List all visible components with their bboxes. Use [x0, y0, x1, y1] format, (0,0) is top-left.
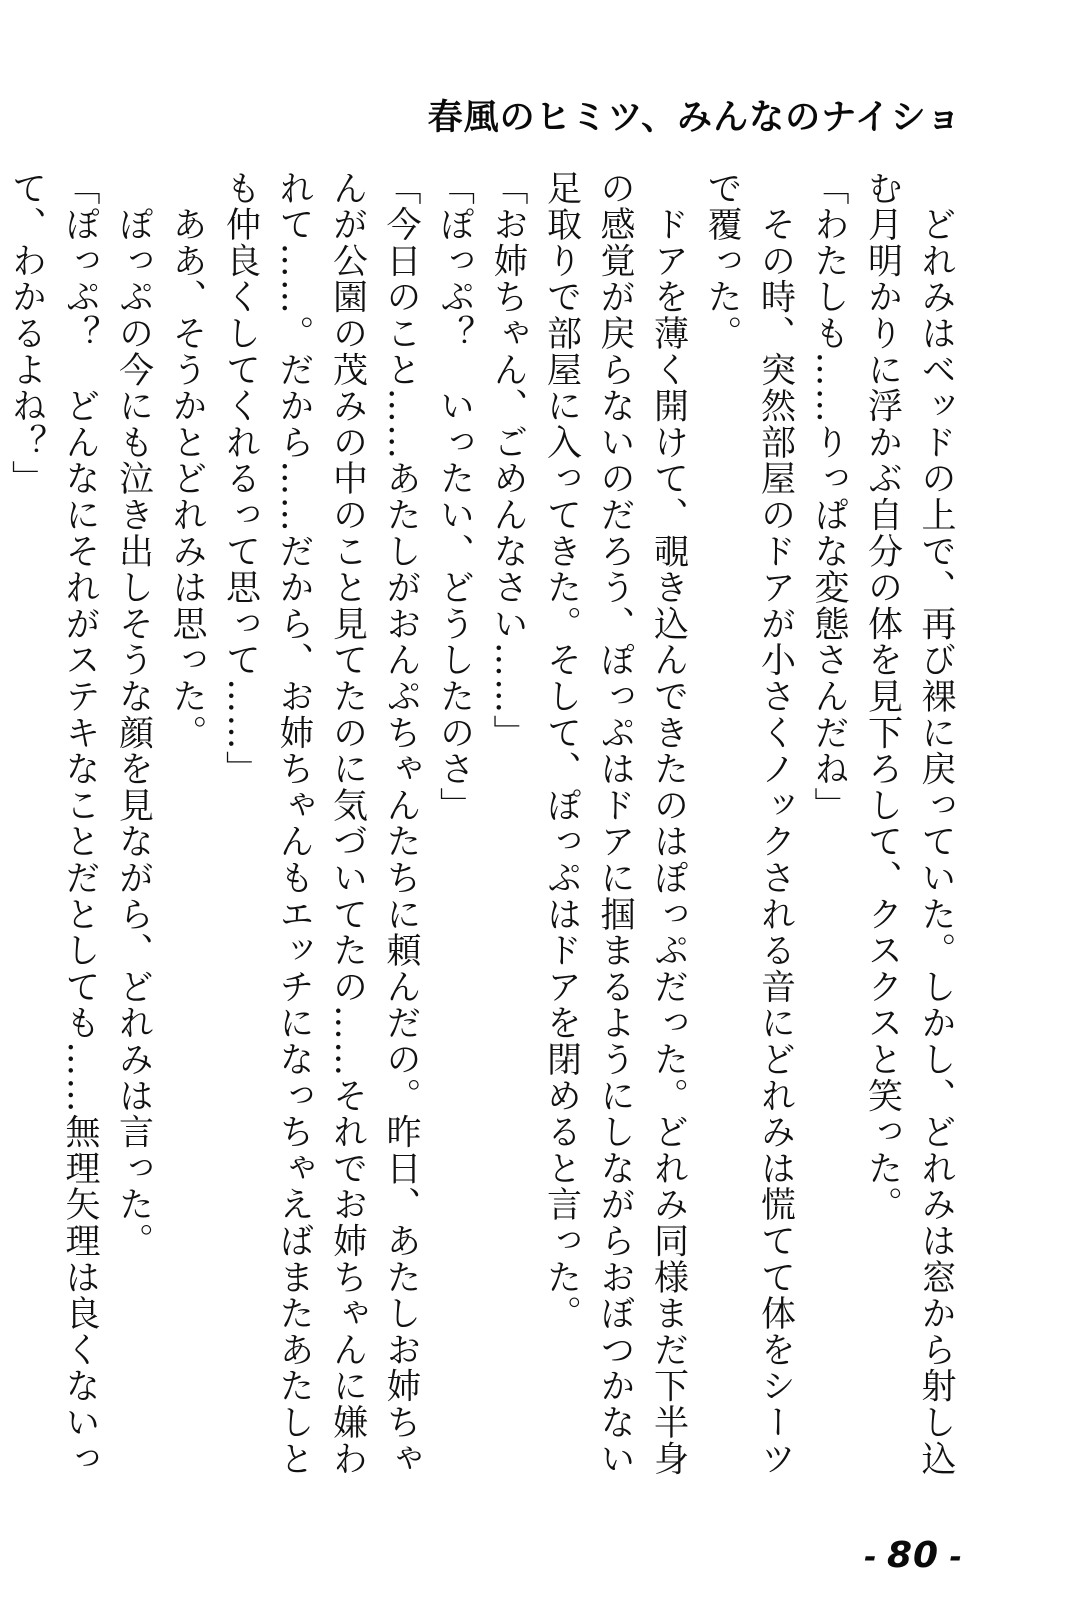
paragraph: ぽっぷの今にも泣き出しそうな顔を見ながら、どれみは言った。	[113, 170, 154, 1259]
page-number-suffix: -	[949, 1540, 962, 1575]
page-number	[864, 1535, 962, 1576]
paragraph: ああ、そうかとどれみは思った。	[167, 170, 207, 751]
paragraph: ドアを薄く開けて、覗き込んできたのはぽっぷだった。どれみ同様まだ下半身の感覚が戻らないのだろう、ぽっぷはドアに掴まるようにしながらおぼつかない足取りで部屋に入ってきた。そして、ぽっぷはドアを閉めると言った。	[541, 170, 689, 1477]
body-text	[6, 170, 962, 1500]
running-title: 春風のヒミツ、みんなのナイショ	[427, 98, 962, 138]
dialogue-line: 「わたしも……りっぱな変態さんだね」	[809, 170, 849, 824]
page-number-value: 80	[886, 1535, 940, 1576]
dialogue-line: 「ぽっぷ？ どんなにそれがステキなことだとしても……無理矢理は良くないって、わかるよね？」	[6, 170, 100, 1477]
dialogue-line: 「今日のこと……あたしがおんぷちゃんたちに頼んだの。昨日、あたしお姉ちゃんが公園の茂みの中のこと見てたのに気づいてたの……それでお姉ちゃんに嫌われて……。だから……だから、お姉ちゃんもエッチになっちゃえばまたあたしとも仲良くしてくれるって思って……」	[220, 170, 421, 1477]
page-number-prefix: -	[864, 1540, 877, 1575]
dialogue-line: 「お姉ちゃん、ごめんなさい……」	[488, 170, 528, 751]
paragraph: どれみはベッドの上で、再び裸に戻っていた。しかし、どれみは窓から射し込む月明かりに浮かぶ自分の体を見下ろして、クスクスと笑った。	[862, 170, 956, 1477]
dialogue-line: 「ぽっぷ？ いったい、どうしたのさ」	[434, 170, 475, 824]
paragraph: その時、突然部屋のドアが小さくノックされる音にどれみは慌てて体をシーツで覆った。	[702, 170, 796, 1477]
